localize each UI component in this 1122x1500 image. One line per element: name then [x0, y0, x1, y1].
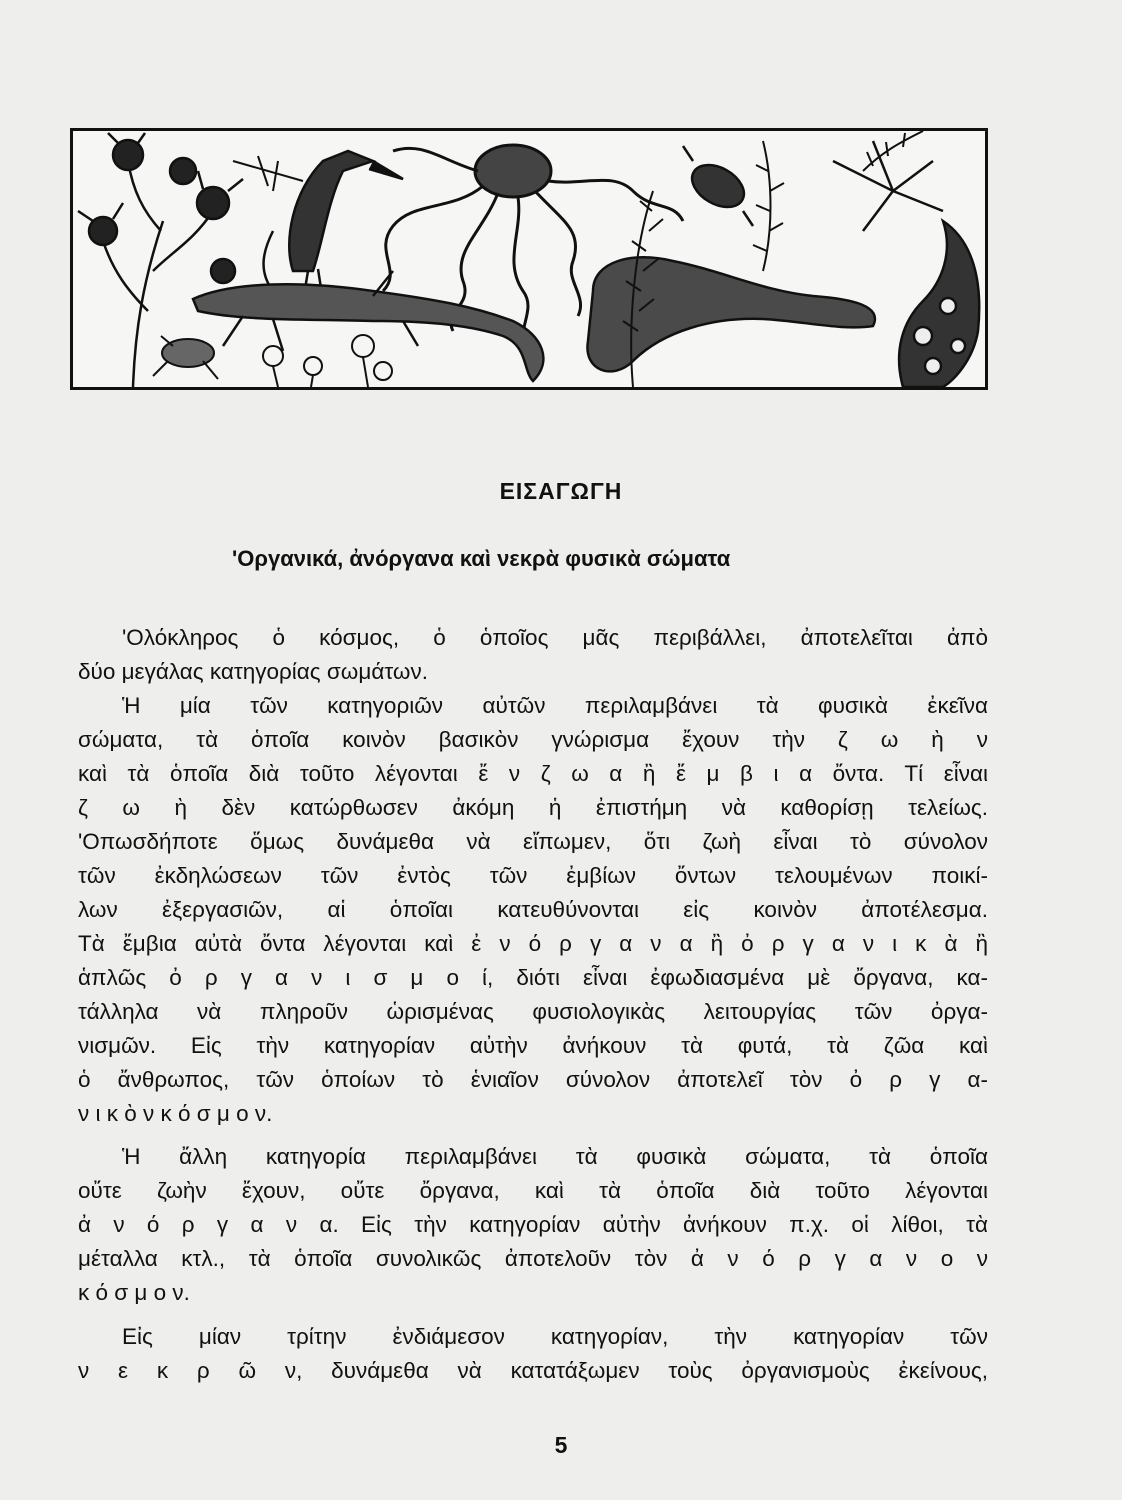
paragraph-line: δύο μεγάλας κατηγορίας σωμάτων.	[78, 659, 428, 684]
flower-icon	[263, 335, 392, 387]
paragraph-line: σώματα, τὰ ὁποῖα κοινὸν βασικὸν γνώρισμα ἔχουν τὴν ζ ω ὴ ν	[78, 727, 988, 752]
paragraph-line: Ἡ ἄλλη κατηγορία περιλαμβάνει τὰ φυσικὰ σώματα, τὰ ὁποῖα	[122, 1144, 988, 1169]
paragraph-line: Ἡ μία τῶν κατηγοριῶν αὐτῶν περιλαμβάνει τὰ φυσικὰ ἐκεῖνα	[122, 693, 988, 718]
paragraph-line: ὁ ἄνθρωπος, τῶν ὁποίων τὸ ἑνιαῖον σύνολον ἀποτελεῖ τὸν ὀ ρ γ α-	[78, 1067, 988, 1092]
paragraph-line: νισμῶν. Εἰς τὴν κατηγορίαν αὐτὴν ἀνήκουν τὰ φυτά, τὰ ζῶα καὶ	[78, 1033, 988, 1058]
paragraph-line: τῶν ἐκδηλώσεων τῶν ἐντὸς τῶν ἐμβίων ὄντων τελουμένων ποικί-	[78, 863, 988, 888]
nature-illustration	[70, 128, 988, 390]
bird-icon	[264, 151, 403, 301]
paragraph-line: 'Οπωσδήποτε ὅμως δυνάμεθα νὰ εἴπωμεν, ὅτι ζωὴ εἶναι τὸ σύνολον	[78, 829, 988, 854]
beetle-icon	[683, 146, 753, 226]
paragraph-line: ἀ ν ό ρ γ α ν α. Εἰς τὴν κατηγορίαν αὐτὴν ἀνήκουν π.χ. οἱ λίθοι, τὰ	[78, 1212, 988, 1237]
coral-icon	[833, 141, 979, 387]
paragraph-line: κ ό σ μ ο ν.	[78, 1280, 190, 1305]
paragraph-line: Εἰς μίαν τρίτην ἐνδιάμεσον κατηγορίαν, τὴν κατηγορίαν τῶν	[122, 1324, 988, 1349]
paragraph-line: ν ε κ ρ ῶ ν, δυνάμεθα νὰ κατατάξωμεν τοὺς ὀργανισμοὺς ἐκείνους,	[78, 1358, 988, 1383]
thistle-plant-icon	[78, 133, 243, 387]
paragraph-line: μέταλλα κτλ., τὰ ὁποῖα συνολικῶς ἀποτελοῦν τὸν ἀ ν ό ρ γ α ν ο ν	[78, 1246, 988, 1271]
paragraph-line: τάλληλα νὰ πληροῦν ὡρισμένας φυσιολογικὰς λειτουργίας τῶν ὀργα-	[78, 999, 988, 1024]
section-subtitle: 'Οργανικά, ἀνόργανα καὶ νεκρὰ φυσικὰ σώματα	[232, 546, 731, 571]
lizard-icon	[193, 271, 543, 381]
paragraph-line: ἁπλῶς ὀ ρ γ α ν ι σ μ ο ί, διότι εἶναι ἐφωδιασμένα μὲ ὄργανα, κα-	[78, 965, 988, 990]
dragonfly-icon	[233, 156, 303, 191]
frog-icon	[153, 336, 218, 379]
paragraph-line: Τὰ ἔμβια αὐτὰ ὄντα λέγονται καὶ ἐ ν ό ρ γ α ν α ἢ ὀ ρ γ α ν ι κ ὰ ἢ	[78, 931, 988, 956]
paragraph-line: ζ ω ὴ δὲν κατώρθωσεν ἀκόμη ἡ ἐπιστήμη νὰ καθορίσῃ τελείως.	[78, 795, 988, 820]
paragraph-line: καὶ τὰ ὁποῖα διὰ τοῦτο λέγονται ἔ ν ζ ω α ἢ ἔ μ β ι α ὄντα. Τί εἶναι	[78, 761, 988, 786]
paragraph-line: ν ι κ ὸ ν κ ό σ μ ο ν.	[78, 1101, 273, 1126]
section-title: ΕΙΣΑΓΩΓΗ	[499, 478, 623, 504]
paragraph-line: λων ἐξεργασιῶν, αἱ ὁποῖαι κατευθύνονται εἰς κοινὸν ἀποτέλεσμα.	[78, 897, 988, 922]
paragraph-line: 'Ολόκληρος ὁ κόσμος, ὁ ὁποῖος μᾶς περιβάλλει, ἀποτελεῖται ἀπὸ	[122, 625, 988, 650]
paragraph-line: οὔτε ζωὴν ἔχουν, οὔτε ὄργανα, καὶ τὰ ὁποῖα διὰ τοῦτο λέγονται	[78, 1178, 988, 1203]
page-number: 5	[554, 1432, 568, 1458]
